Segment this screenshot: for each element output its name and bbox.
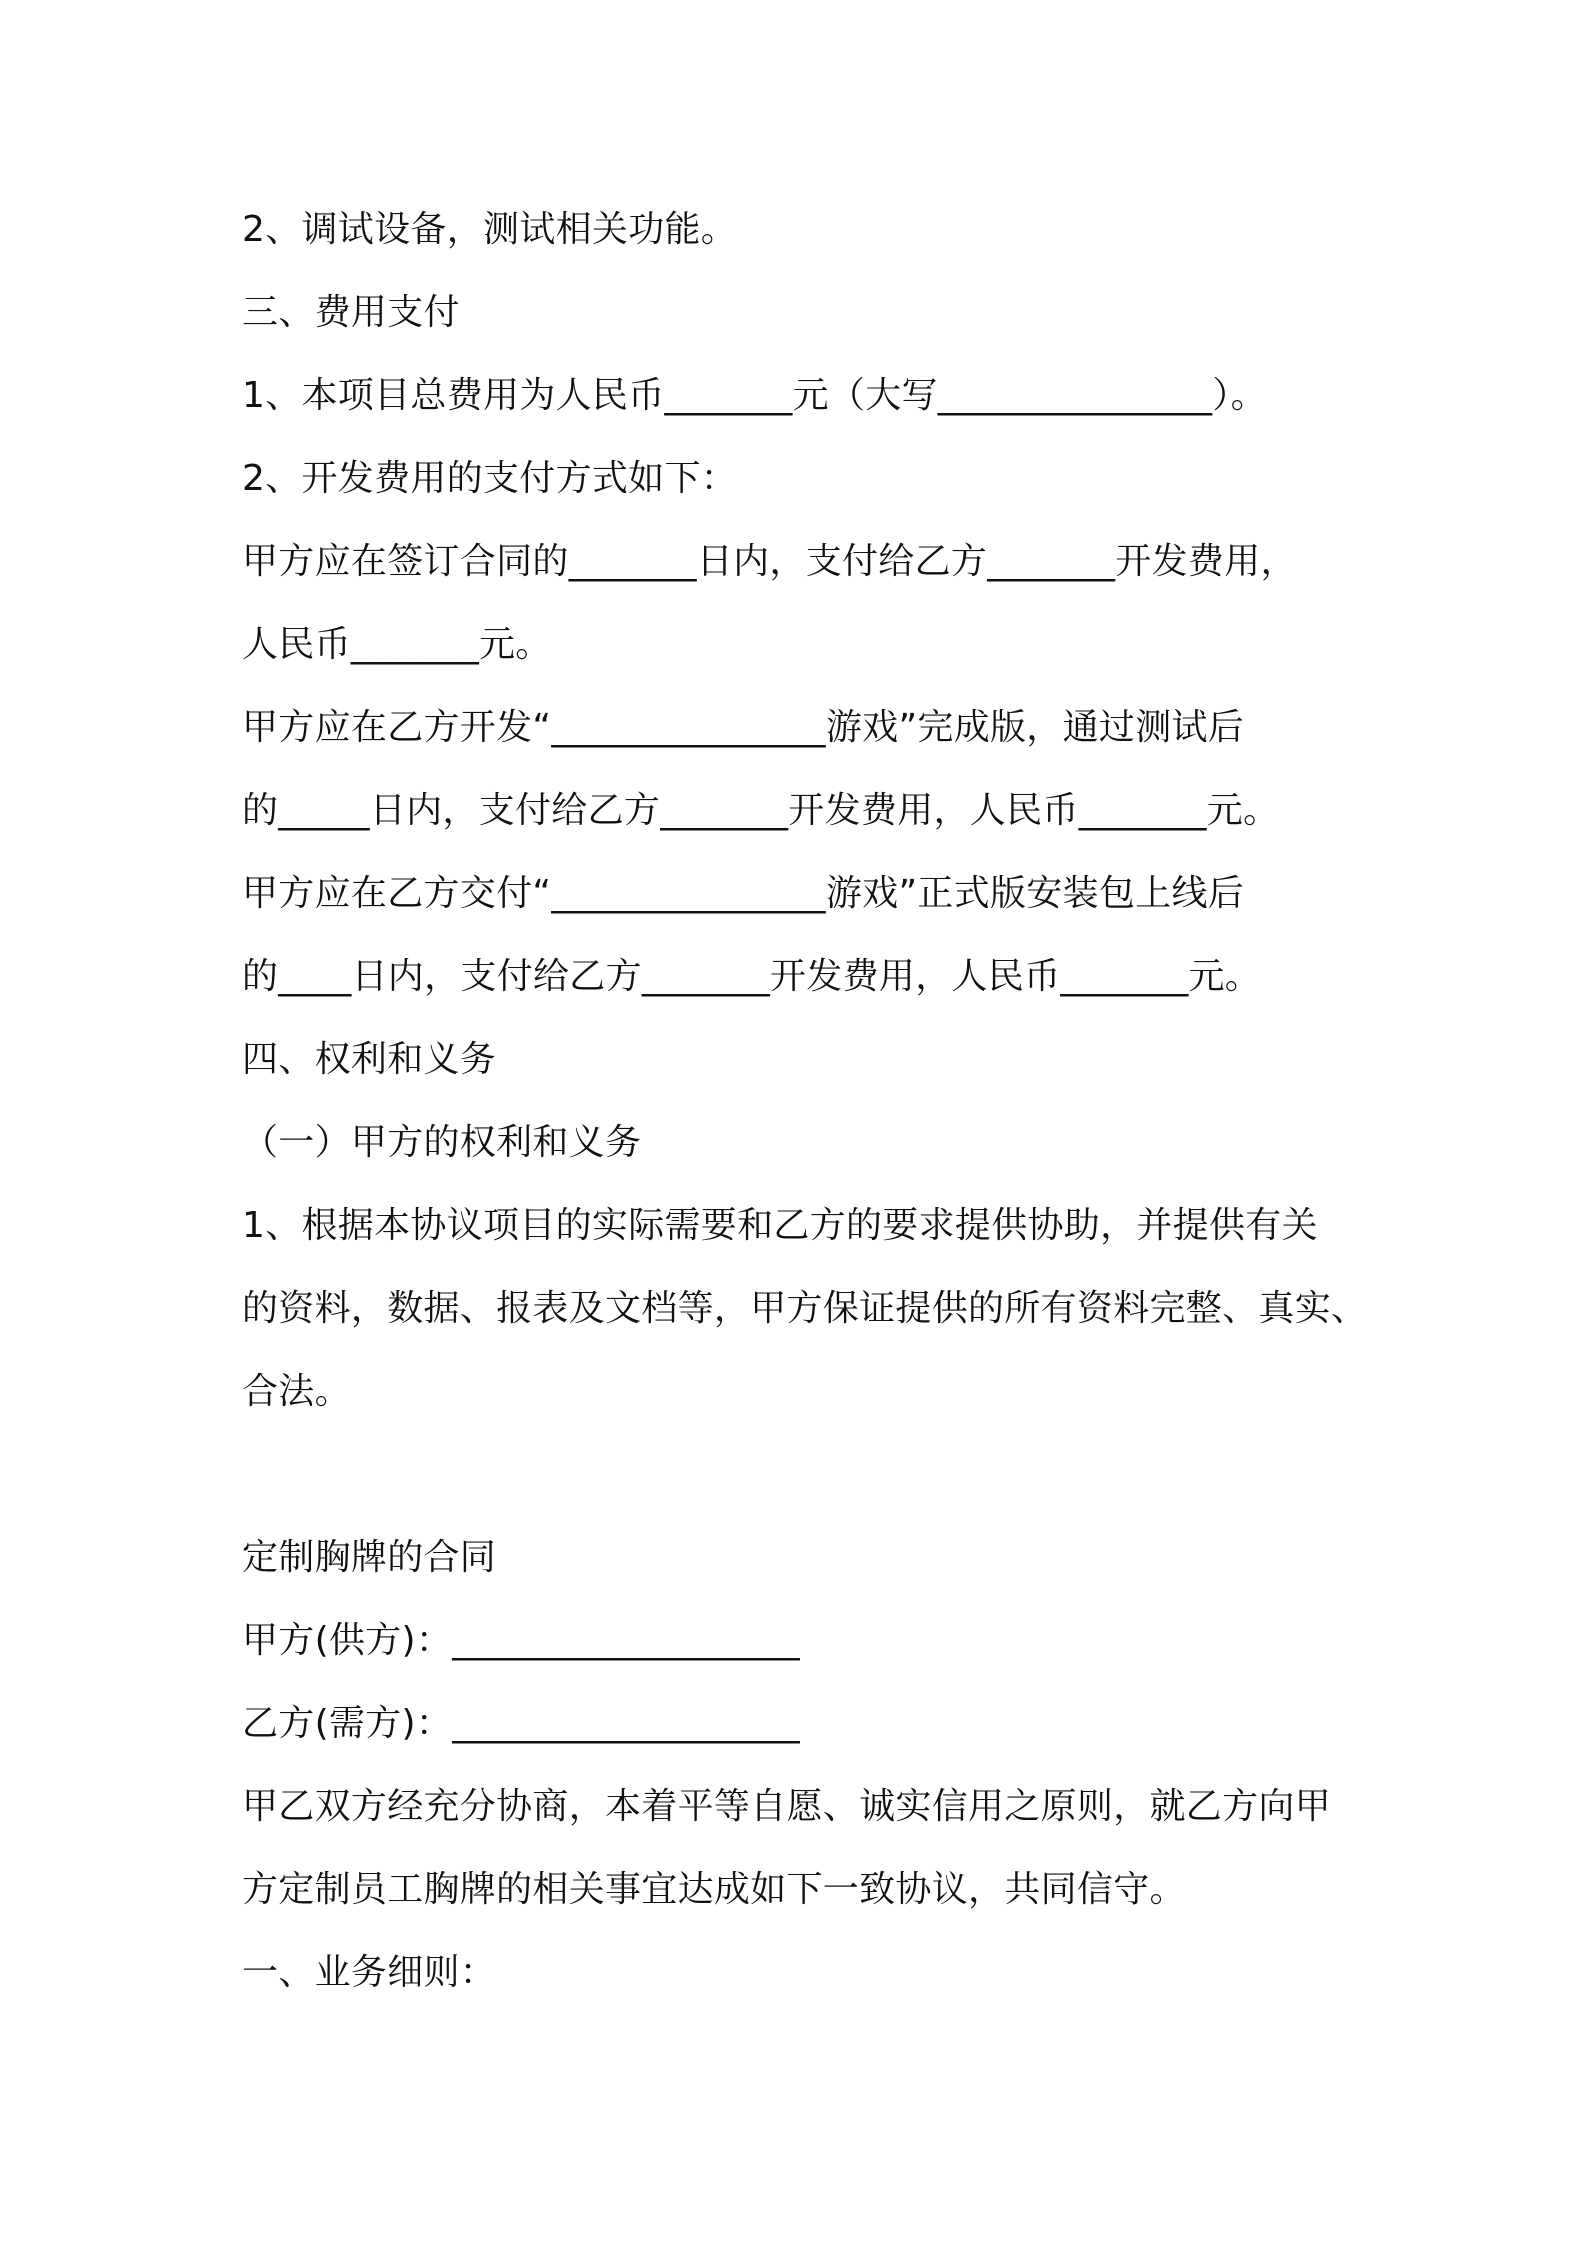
text-line-cooperation-c: 合法。 [242,1371,351,1412]
text-line-payment-1b: 人民币_______元。 [242,624,552,665]
text-line-payment-2a: 甲方应在乙方开发“_______________游戏”完成版，通过测试后 [242,707,1245,748]
section-heading-rights: 四、权利和义务 [242,1039,497,1080]
text-line-payment-method: 2、开发费用的支付方式如下： [242,458,738,499]
text-line-cooperation-b: 的资料，数据、报表及文档等，甲方保证提供的所有资料完整、真实、 [242,1288,1368,1329]
text-line-payment-3b: 的____日内，支付给乙方_______开发费用，人民币_______元。 [242,956,1262,997]
section-heading-business-rules: 一、业务细则： [242,1952,497,1993]
text-line-payment-3a: 甲方应在乙方交付“_______________游戏”正式版安装包上线后 [242,873,1245,914]
text-line-total-fee: 1、本项目总费用为人民币_______元（大写_______________）。 [242,375,1267,416]
text-line-agreement-a: 甲乙双方经充分协商，本着平等自愿、诚实信用之原则，就乙方向甲 [242,1786,1332,1827]
text-line-payment-1a: 甲方应在签订合同的_______日内，支付给乙方_______开发费用， [242,541,1297,582]
contract-title: 定制胸牌的合同 [242,1537,497,1578]
subsection-heading-party-a: （一）甲方的权利和义务 [242,1122,642,1163]
text-line-agreement-b: 方定制员工胸牌的相关事宜达成如下一致协议，共同信守。 [242,1869,1186,1910]
party-a-line: 甲方(供方)：___________________ [242,1620,800,1661]
text-line-payment-2b: 的_____日内，支付给乙方_______开发费用，人民币_______元。 [242,790,1280,831]
text-line-cooperation-a: 1、根据本协议项目的实际需要和乙方的要求提供协助，并提供有关 [242,1205,1318,1246]
party-b-line: 乙方(需方)：___________________ [242,1703,800,1744]
text-line-testing: 2、调试设备，测试相关功能。 [242,209,738,250]
section-heading-payment: 三、费用支付 [242,292,460,333]
